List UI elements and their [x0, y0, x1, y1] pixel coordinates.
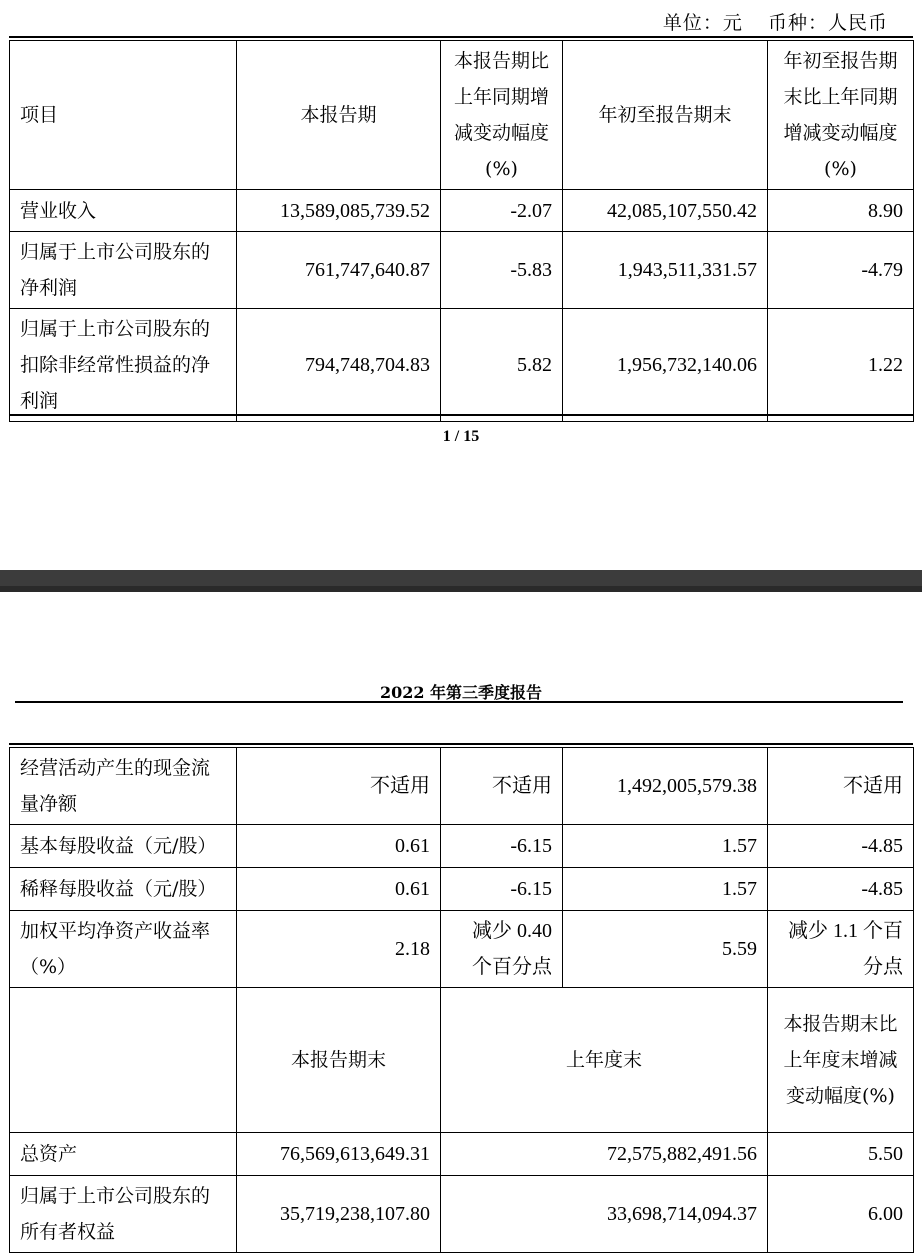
row-yoy: 5.82	[441, 309, 563, 422]
header-ytd: 年初至报告期末	[563, 41, 768, 190]
row-yoy: 减少 0.40 个百分点	[441, 911, 563, 988]
financial-table-1	[9, 40, 914, 422]
row-change: 5.50	[768, 1133, 914, 1176]
row-item: 经营活动产生的现金流量净额	[10, 748, 237, 825]
row-item: 归属于上市公司股东的净利润	[10, 232, 237, 309]
row-ytd: 1.57	[563, 868, 768, 911]
row-item: 归属于上市公司股东的所有者权益	[10, 1176, 237, 1253]
row-item: 营业收入	[10, 190, 237, 232]
row-item: 加权平均净资产收益率（%）	[10, 911, 237, 988]
subheader-change: 本报告期末比上年度末增减变动幅度(%)	[768, 988, 914, 1133]
row-ytd: 42,085,107,550.42	[563, 190, 768, 232]
table-row	[10, 1133, 914, 1176]
table-header-row	[10, 41, 914, 190]
table-row	[10, 748, 914, 825]
currency-label: 币种：人民币	[767, 12, 888, 34]
table-row	[10, 309, 914, 422]
header-ytd-yoy: 年初至报告期末比上年同期增减变动幅度(%)	[768, 41, 914, 190]
subheader-empty	[10, 988, 237, 1133]
title-rule	[15, 701, 903, 703]
row-yoy: -6.15	[441, 868, 563, 911]
row-ytd: 5.59	[563, 911, 768, 988]
row-current: 761,747,640.87	[237, 232, 441, 309]
page-divider	[0, 570, 922, 592]
row-yoy: -5.83	[441, 232, 563, 309]
row-ytd-yoy: 8.90	[768, 190, 914, 232]
table-subheader-row	[10, 988, 914, 1133]
unit-label: 单位：元	[662, 12, 743, 34]
row-current: 794,748,704.83	[237, 309, 441, 422]
row-ytd: 1,943,511,331.57	[563, 232, 768, 309]
row-prior-year-end: 33,698,714,094.37	[441, 1176, 768, 1253]
header-yoy: 本报告期比上年同期增减变动幅度(%)	[441, 41, 563, 190]
row-change: 6.00	[768, 1176, 914, 1253]
table-row	[10, 868, 914, 911]
header-current: 本报告期	[237, 41, 441, 190]
row-ytd: 1,492,005,579.38	[563, 748, 768, 825]
row-current: 2.18	[237, 911, 441, 988]
row-ytd-yoy: 减少 1.1 个百分点	[768, 911, 914, 988]
row-item: 总资产	[10, 1133, 237, 1176]
page-number: 1 / 15	[442, 428, 480, 445]
subheader-prior-year-end: 上年度末	[441, 988, 768, 1133]
table-row	[10, 911, 914, 988]
row-ytd: 1,956,732,140.06	[563, 309, 768, 422]
table-row	[10, 232, 914, 309]
row-ytd-yoy: 不适用	[768, 748, 914, 825]
row-prior-year-end: 72,575,882,491.56	[441, 1133, 768, 1176]
row-ytd: 1.57	[563, 825, 768, 868]
row-item: 稀释每股收益（元/股）	[10, 868, 237, 911]
unit-line	[645, 8, 888, 35]
financial-table-2	[9, 747, 914, 1253]
row-yoy: -6.15	[441, 825, 563, 868]
row-ytd-yoy: -4.79	[768, 232, 914, 309]
row-ytd-yoy: -4.85	[768, 868, 914, 911]
subheader-period-end: 本报告期末	[237, 988, 441, 1133]
row-ytd-yoy: 1.22	[768, 309, 914, 422]
row-ytd-yoy: -4.85	[768, 825, 914, 868]
table-row	[10, 190, 914, 232]
row-current: 0.61	[237, 868, 441, 911]
row-item: 归属于上市公司股东的扣除非经常性损益的净利润	[10, 309, 237, 422]
row-current: 不适用	[237, 748, 441, 825]
row-current: 0.61	[237, 825, 441, 868]
row-yoy: 不适用	[441, 748, 563, 825]
table-row	[10, 825, 914, 868]
row-current: 13,589,085,739.52	[237, 190, 441, 232]
report-title: 2022 年第三季度报告	[379, 683, 543, 702]
row-period-end: 76,569,613,649.31	[237, 1133, 441, 1176]
page-1	[0, 0, 922, 570]
row-item: 基本每股收益（元/股）	[10, 825, 237, 868]
header-item: 项目	[10, 41, 237, 190]
table-row	[10, 1176, 914, 1253]
row-yoy: -2.07	[441, 190, 563, 232]
row-period-end: 35,719,238,107.80	[237, 1176, 441, 1253]
